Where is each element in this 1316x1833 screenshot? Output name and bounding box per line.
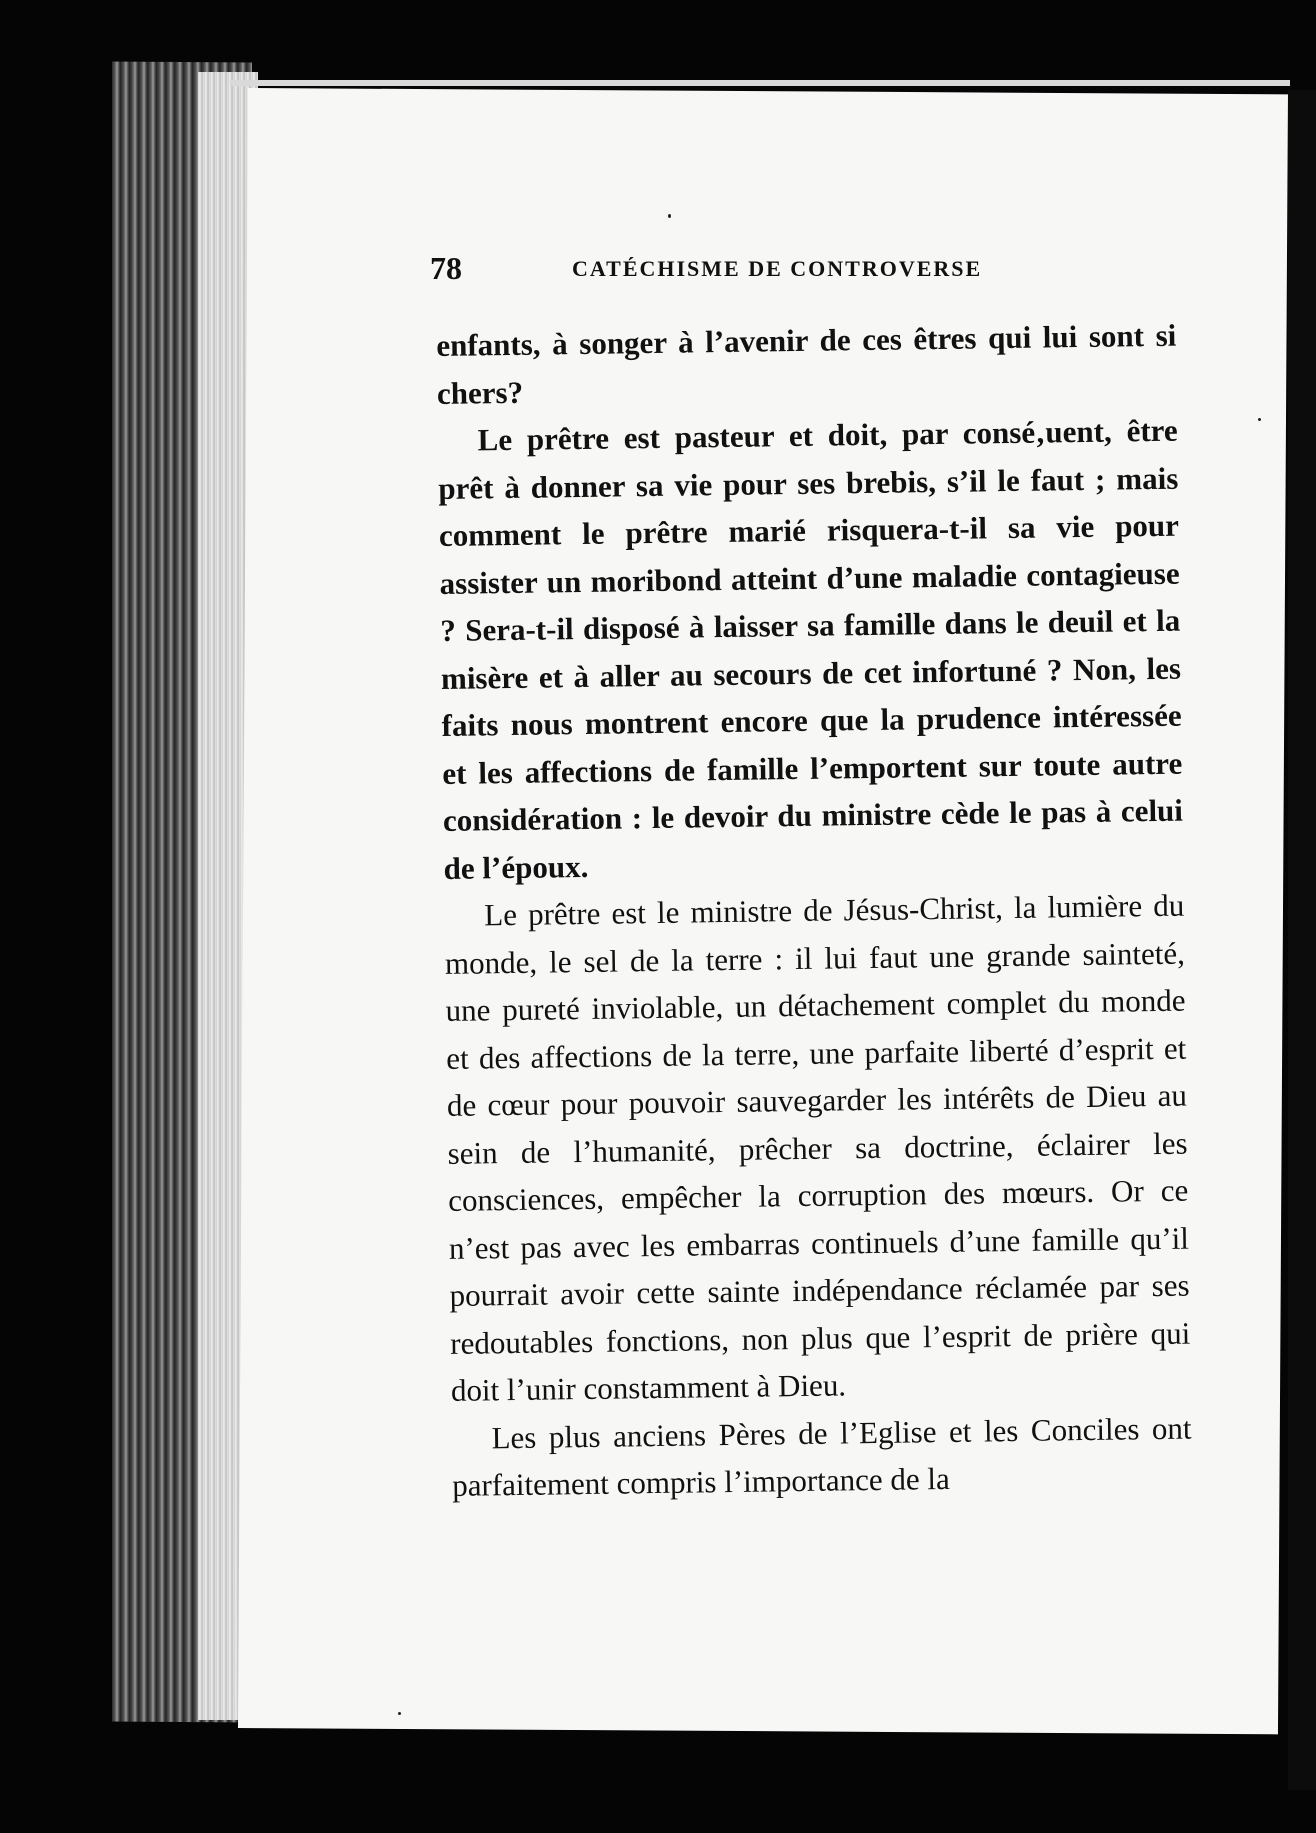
ink-speck — [1258, 418, 1261, 421]
body-text — [436, 312, 1193, 1510]
page-header — [430, 252, 1050, 292]
running-title: CATÉCHISME DE CONTROVERSE — [572, 256, 983, 281]
scan-border — [1288, 90, 1316, 1790]
ink-speck — [398, 1712, 401, 1715]
paragraph-2: Le prêtre est pasteur et doit, par consé‚uent, être prêt à donner sa vie pour ses brebis, s’il le faut ; mais comment le prêtre marié risquera-t-il sa vie pour assister un moribond atteint d’une maladie contagieuse ? Sera-t-il disposé à laisser sa famille dans le deuil et la misère et à aller au secours de cet infortuné ? Non, les faits nous montrent encore que la prudence intéressée et les affections de famille l’emportent sur toute autre considération : le devoir du ministre cède le pas à celui de l’époux. — [438, 412, 1184, 886]
paragraph-4: Les plus anciens Pères de l’Eglise et les Conciles ont parfaitement compris l’importance de la — [452, 1410, 1192, 1503]
paragraph-3: Le prêtre est le ministre de Jésus-Christ, la lumière du monde, le sel de la terre : il lui faut une grande sainteté, une pureté inviolable, un détachement complet du monde et des affections de la terre, une parfaite liberté d’esprit et de cœur pour pouvoir sauvegarder les intérêts de Dieu au sein de l’humanité, prêcher sa doctrine, éclairer les consciences, empêcher la corruption des mœurs. Or ce n’est pas avec les embarras continuels d’une famille qu’il pourrait avoir cette sainte indépendance réclamée par ses redoutables fonctions, non plus que l’esprit de prière qui doit l’unir constamment à Dieu. — [444, 887, 1191, 1408]
page-number: 78 — [430, 250, 462, 286]
ink-speck — [668, 214, 671, 218]
page-top-edge — [230, 80, 1290, 86]
paragraph-1: enfants, à songer à l’avenir de ces êtres qui lui sont si chers? — [436, 317, 1177, 411]
